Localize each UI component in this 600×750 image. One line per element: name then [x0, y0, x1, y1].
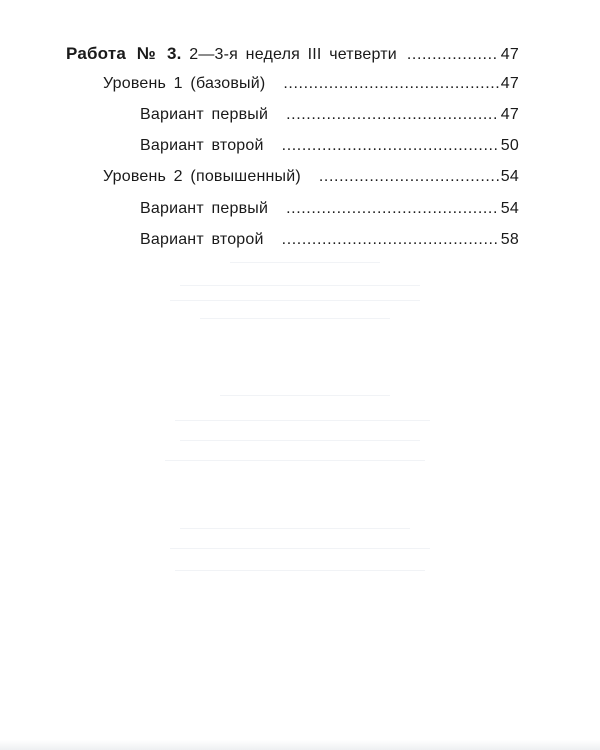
dot-leader: [286, 196, 499, 222]
toc-entry-title: Уровень 2 (повышенный): [103, 168, 301, 185]
bleed-through-line: [170, 300, 420, 301]
work-label: Работа № 3.: [66, 44, 182, 63]
toc-entry-title: [66, 41, 397, 68]
toc-entry-level-2-variant-2: [140, 227, 519, 253]
work-title: 2—3-я неделя III четверти: [189, 46, 397, 63]
toc-entry-work-3: [66, 41, 519, 67]
bleed-through-line: [180, 440, 420, 441]
toc-entry-level-2: [103, 164, 519, 190]
page-number: 54: [500, 168, 519, 185]
dot-leader: [319, 164, 499, 190]
toc-entry-title: Вариант первый: [140, 200, 269, 217]
bleed-through-line: [180, 528, 410, 529]
toc-entry-title: Вариант первый: [140, 106, 269, 123]
bleed-through-line: [175, 570, 425, 571]
toc-entry-level-1: [103, 71, 519, 97]
scan-bottom-edge: [0, 740, 600, 750]
toc-entry-title: Вариант второй: [140, 231, 264, 248]
toc-entry-level-1-variant-2: [140, 133, 519, 159]
page-number: 50: [500, 137, 519, 154]
page-number: 58: [500, 231, 519, 248]
bleed-through-line: [230, 262, 380, 263]
bleed-through-line: [175, 420, 430, 421]
bleed-through-line: [200, 318, 390, 319]
toc-entry-title: Уровень 1 (базовый): [103, 75, 266, 92]
dot-leader: [407, 42, 499, 68]
toc-entry-level-1-variant-1: [140, 102, 519, 128]
dot-leader: [286, 102, 499, 128]
toc-entry-level-2-variant-1: [140, 196, 519, 222]
toc-entry-title: Вариант второй: [140, 137, 264, 154]
page-number: 54: [500, 200, 519, 217]
page-number: 47: [500, 75, 519, 92]
bleed-through-line: [220, 395, 390, 396]
bleed-through-line: [180, 285, 420, 286]
dot-leader: [282, 133, 499, 159]
bleed-through-line: [165, 460, 425, 461]
page-number: 47: [500, 106, 519, 123]
dot-leader: [283, 71, 498, 97]
dot-leader: [282, 227, 499, 253]
page-number: 47: [500, 46, 519, 63]
bleed-through-line: [170, 548, 430, 549]
